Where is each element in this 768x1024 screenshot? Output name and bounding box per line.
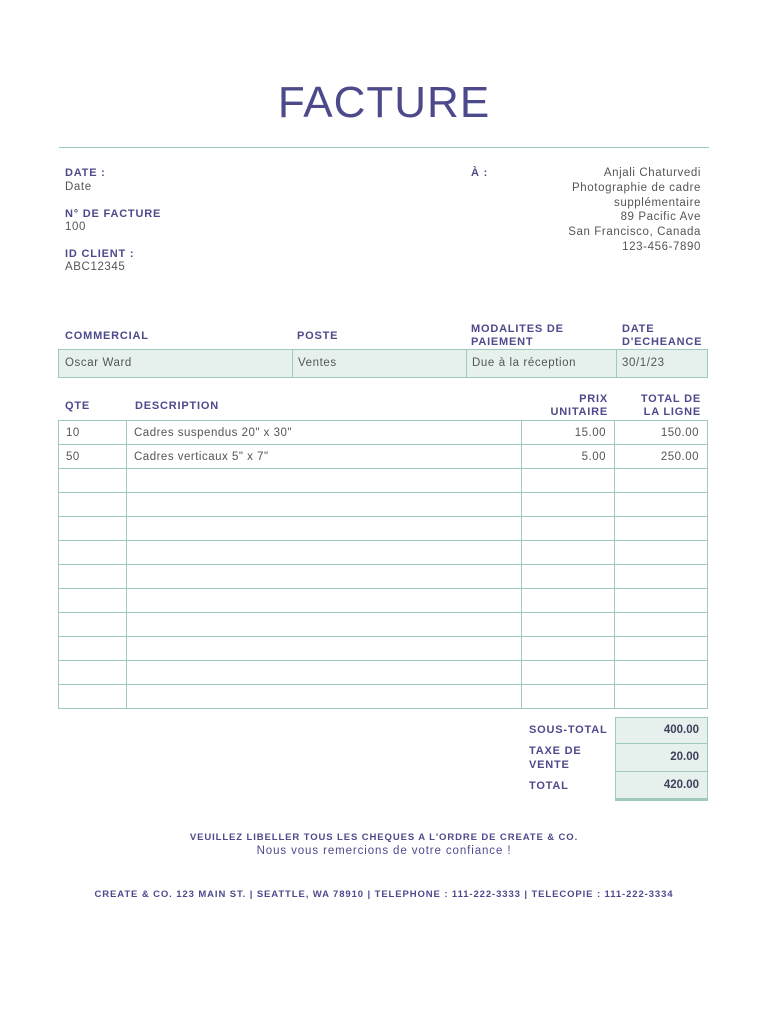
table-row — [58, 420, 708, 445]
payment-terms-cell: Due à la réception — [472, 357, 577, 369]
table-row — [58, 517, 708, 541]
table-row — [58, 445, 708, 469]
line-total-cell — [615, 517, 708, 540]
table-row — [58, 613, 708, 637]
line-total-cell: 150.00 — [615, 421, 708, 444]
line-total-cell: 250.00 — [615, 445, 708, 468]
qty-cell — [58, 565, 127, 588]
date-value: Date — [65, 181, 92, 193]
table-row — [58, 469, 708, 493]
line-total-header-line2: LA LIGNE — [643, 406, 701, 418]
description-cell — [127, 637, 522, 660]
due-date-header-line1: DATE — [622, 323, 655, 335]
payment-terms-header-line2: PAIEMENT — [471, 336, 534, 348]
description-cell: Cadres suspendus 20" x 30" — [127, 421, 522, 444]
recipient-city: San Francisco, Canada — [568, 226, 701, 239]
table-row — [58, 541, 708, 565]
due-date-header — [622, 323, 702, 349]
qty-cell — [58, 541, 127, 564]
qty-header: QTE — [65, 400, 91, 412]
tax-label — [529, 744, 581, 772]
company-contact-line: CREATE & CO. 123 MAIN ST. | SEATTLE, WA 78910 | TELEPHONE : 111-222-3333 | TELECOPIE : 111-222-3334 — [94, 889, 674, 900]
poste-header: POSTE — [297, 330, 339, 342]
date-label: DATE : — [65, 167, 106, 179]
description-cell: Cadres verticaux 5" x 7" — [127, 445, 522, 468]
unit-price-cell — [522, 613, 615, 636]
line-total-header — [641, 393, 701, 419]
line-total-cell — [615, 493, 708, 516]
poste-cell: Ventes — [298, 357, 337, 369]
unit-price-cell: 15.00 — [522, 421, 615, 444]
recipient-phone: 123-456-7890 — [622, 240, 701, 253]
description-cell — [127, 589, 522, 612]
unit-price-cell — [522, 589, 615, 612]
description-cell — [127, 541, 522, 564]
unit-price-cell — [522, 517, 615, 540]
description-cell — [127, 517, 522, 540]
unit-price-header-line1: PRIX — [579, 393, 608, 405]
description-cell — [127, 685, 522, 708]
commercial-cell: Oscar Ward — [65, 357, 132, 369]
qty-cell — [58, 685, 127, 708]
unit-price-cell — [522, 469, 615, 492]
table-row — [58, 637, 708, 661]
unit-price-cell — [522, 493, 615, 516]
description-cell — [127, 661, 522, 684]
line-total-cell — [615, 469, 708, 492]
line-total-cell — [615, 661, 708, 684]
line-items-table — [58, 420, 708, 709]
table-row — [58, 661, 708, 685]
total-value: 420.00 — [615, 771, 708, 801]
payment-instruction: VEUILLEZ LIBELLER TOUS LES CHEQUES A L'ORDRE DE CREATE & CO. — [189, 832, 579, 843]
table-row — [58, 565, 708, 589]
recipient-street: 89 Pacific Ave — [620, 211, 701, 224]
unit-price-header-line2: UNITAIRE — [550, 406, 608, 418]
title-divider — [59, 147, 709, 148]
description-cell — [127, 565, 522, 588]
invoice-title: FACTURE — [277, 78, 491, 127]
recipient-block — [568, 166, 701, 255]
line-total-cell — [615, 613, 708, 636]
total-label: TOTAL — [529, 780, 569, 792]
qty-cell — [58, 613, 127, 636]
commercial-header: COMMERCIAL — [65, 330, 149, 342]
qty-cell — [58, 661, 127, 684]
unit-price-cell — [522, 685, 615, 708]
unit-price-cell — [522, 661, 615, 684]
qty-cell: 10 — [58, 421, 127, 444]
subtotal-value: 400.00 — [615, 717, 708, 744]
recipient-company-line1: Photographie de cadre — [572, 181, 701, 194]
table-row — [58, 493, 708, 517]
table-row — [58, 685, 708, 709]
qty-cell — [58, 637, 127, 660]
description-cell — [127, 469, 522, 492]
recipient-company-line2: supplémentaire — [613, 196, 701, 209]
tax-label-line2: VENTE — [529, 759, 570, 771]
invoice-number-label: N° DE FACTURE — [65, 208, 162, 220]
qty-cell — [58, 469, 127, 492]
payment-terms-header-line1: MODALITES DE — [471, 323, 564, 335]
line-total-cell — [615, 685, 708, 708]
qty-cell — [58, 589, 127, 612]
unit-price-cell: 5.00 — [522, 445, 615, 468]
unit-price-cell — [522, 541, 615, 564]
qty-cell — [58, 517, 127, 540]
description-cell — [127, 493, 522, 516]
line-total-cell — [615, 637, 708, 660]
sales-info-row — [58, 349, 708, 378]
due-date-cell: 30/1/23 — [622, 357, 665, 369]
subtotal-label: SOUS-TOTAL — [529, 724, 608, 736]
client-id-value: ABC12345 — [65, 261, 126, 273]
tax-value: 20.00 — [615, 743, 708, 772]
line-total-cell — [615, 565, 708, 588]
thank-you-note: Nous vous remercions de votre confiance ! — [256, 845, 512, 857]
qty-cell — [58, 493, 127, 516]
unit-price-cell — [522, 565, 615, 588]
recipient-name: Anjali Chaturvedi — [603, 167, 701, 179]
unit-price-header — [550, 393, 608, 419]
line-total-header-line1: TOTAL DE — [640, 393, 701, 405]
payment-terms-header — [471, 323, 564, 349]
line-total-cell — [615, 541, 708, 564]
description-cell — [127, 613, 522, 636]
unit-price-cell — [522, 637, 615, 660]
client-id-label: ID CLIENT : — [65, 248, 135, 260]
recipient-label: À : — [471, 167, 489, 179]
line-total-cell — [615, 589, 708, 612]
tax-label-line1: TAXE DE — [529, 745, 582, 757]
due-date-header-line2: D'ECHEANCE — [622, 336, 703, 348]
qty-cell: 50 — [58, 445, 127, 468]
invoice-number-value: 100 — [65, 221, 86, 233]
table-row — [58, 589, 708, 613]
description-header: DESCRIPTION — [135, 400, 219, 412]
